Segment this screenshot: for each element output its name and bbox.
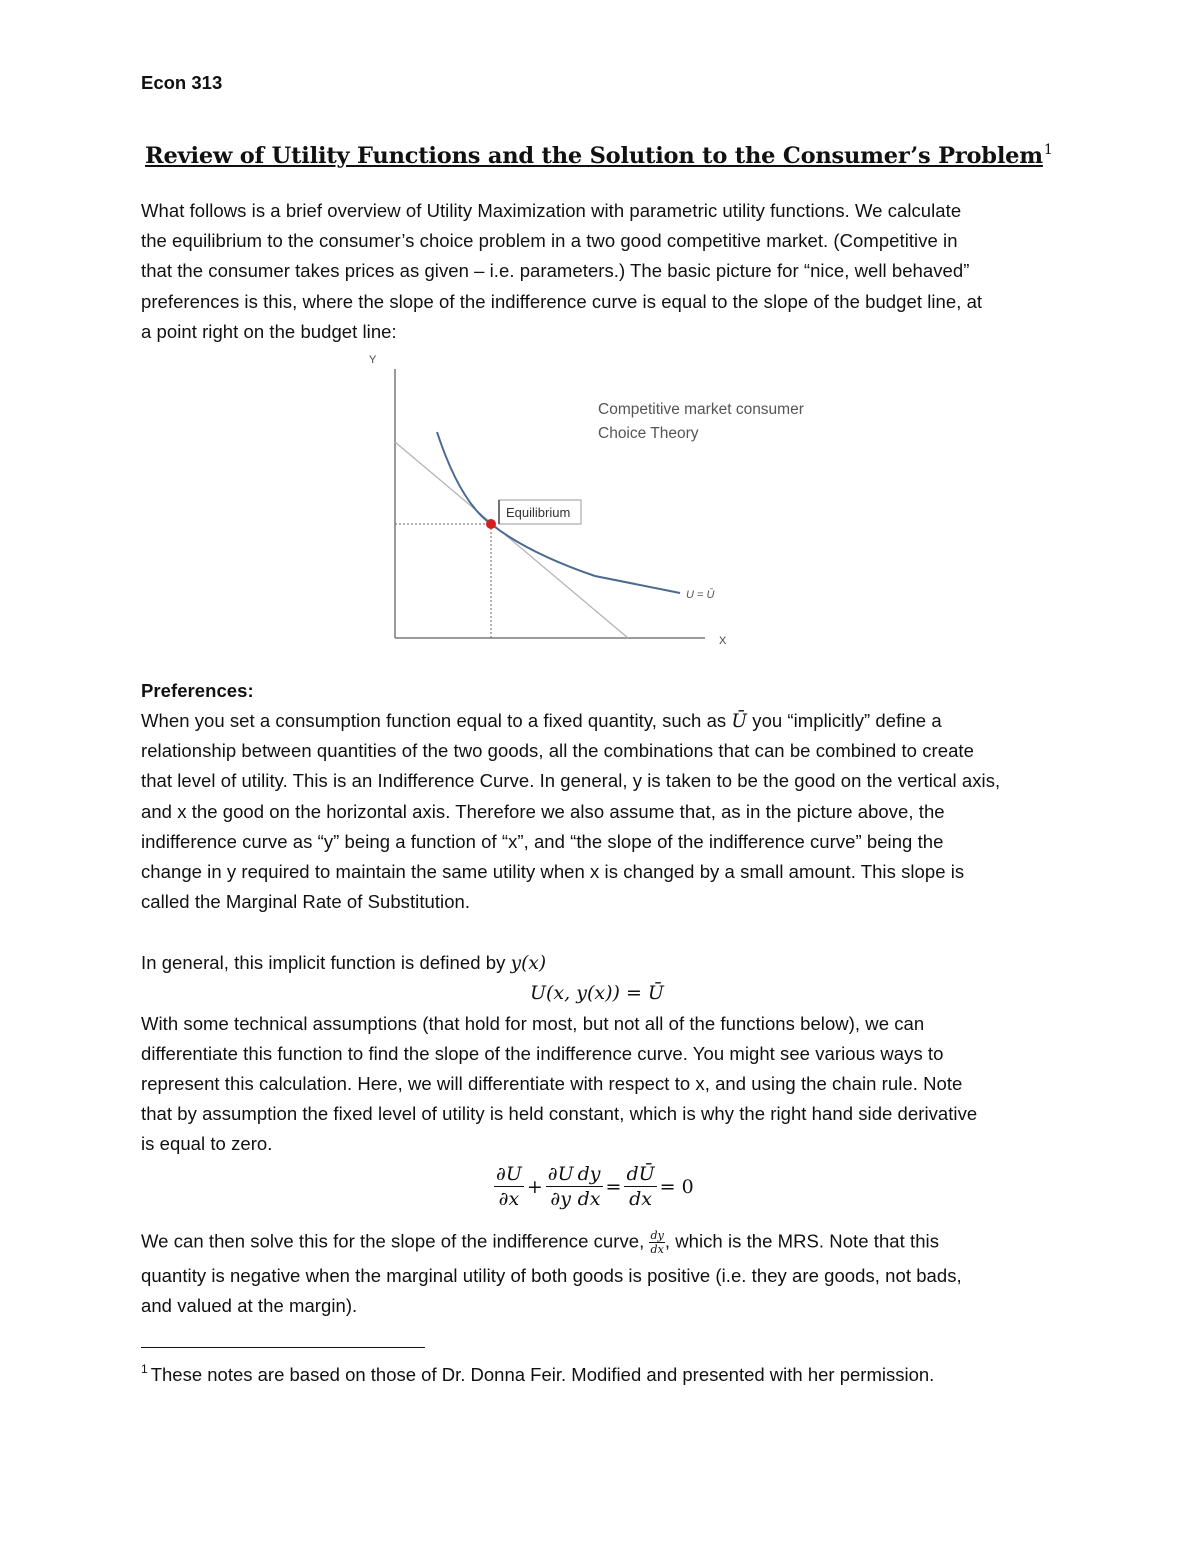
du-dx-denominator: ∂x (498, 1188, 520, 1210)
consumer-choice-figure (360, 350, 804, 655)
conclusion-line-1-pre: We can then solve this for the slope of the indifference curve, (141, 1230, 650, 1252)
intro-line-2: the equilibrium to the consumer’s choice problem in a two good competitive market. (Competitive in (141, 230, 958, 251)
page-title (145, 142, 1053, 169)
footnote-mark: 1 (141, 1362, 148, 1376)
preferences-heading: Preferences: (141, 680, 254, 701)
preferences-line-1-pre: When you set a consumption function equal to a fixed quantity, such as (141, 710, 732, 731)
page-title-text: Review of Utility Functions and the Solution to the Consumer’s Problem (145, 143, 1043, 169)
dubar-dx-fraction (624, 1162, 656, 1211)
implicit-line-2: With some technical assumptions (that hold for most, but not all of the functions below), we can (141, 1013, 925, 1034)
du-dy-denominator: ∂y (550, 1188, 571, 1210)
conclusion-line-3: and valued at the margin). (141, 1295, 358, 1316)
dubar-dx-denominator: dx (629, 1188, 652, 1210)
preferences-line-1-post: you “implicitly” define a (747, 710, 942, 731)
derivative-equation (494, 1162, 697, 1211)
implicit-line-4: represent this calculation. Here, we will differentiate with respect to x, and using the chain rule. Note (141, 1073, 963, 1094)
dy-dx-numerator: dy (577, 1163, 601, 1185)
course-label: Econ 313 (141, 72, 223, 93)
implicit-equation: U(x, y(x)) = Ū (530, 982, 664, 1004)
dy-dx-fraction (576, 1162, 603, 1211)
du-dx-fraction (494, 1162, 524, 1211)
dubar-dx-numerator: dŪ (626, 1163, 655, 1185)
equilibrium-label: Equilibrium (506, 505, 571, 520)
intro-line-4: preferences is this, where the slope of the indifference curve is equal to the slope of the budget line, at (141, 291, 983, 312)
preferences-line-5: indifference curve as “y” being a function of “x”, and “the slope of the indifference curve” being the (141, 831, 944, 852)
equals-zero: = 0 (659, 1175, 694, 1198)
conclusion-line-1-post: , which is the MRS. Note that this (664, 1230, 940, 1252)
y-axis-label: Y (369, 354, 377, 366)
preferences-line-6: change in y required to maintain the same utility when x is changed by a small amount. This slope is (141, 861, 965, 882)
curve-label: U = Ū (686, 589, 715, 601)
du-dy-numerator: ∂U (547, 1163, 574, 1185)
footnote-rule (141, 1347, 425, 1348)
plus-sign: + (526, 1175, 543, 1198)
title-footnote-mark: 1 (1043, 142, 1053, 158)
footnote-text: These notes are based on those of Dr. Donna Feir. Modified and presented with her permission. (150, 1364, 935, 1385)
implicit-line-5: that by assumption the fixed level of utility is held constant, which is why the right hand side derivative (141, 1103, 978, 1124)
preferences-line-4: and x the good on the horizontal axis. Therefore we also assume that, as in the picture above, the (141, 801, 945, 822)
du-dx-numerator: ∂U (496, 1163, 522, 1185)
dy-dx-denominator: dx (577, 1188, 601, 1210)
mrs-fraction (649, 1229, 664, 1256)
budget-line (395, 442, 628, 638)
preferences-line-7: called the Marginal Rate of Substitution. (141, 891, 471, 912)
mrs-denominator: dx (650, 1243, 664, 1256)
equilibrium-point (486, 519, 496, 529)
x-axis-label: X (719, 635, 727, 647)
preferences-line-3: that level of utility. This is an Indifference Curve. In general, y is taken to be the good on the vertical axis, (141, 770, 1001, 791)
figure-caption-line-2: Choice Theory (598, 425, 699, 442)
mrs-numerator: dy (650, 1229, 664, 1242)
footnote (141, 1362, 934, 1386)
implicit-line-3: differentiate this function to find the slope of the indifference curve. You might see various ways to (141, 1043, 944, 1064)
y-of-x-symbol: y(x) (510, 953, 547, 974)
intro-line-1: What follows is a brief overview of Utility Maximization with parametric utility functions. We calculate (141, 200, 962, 221)
implicit-line-6: is equal to zero. (141, 1133, 273, 1154)
preferences-line-1 (141, 710, 942, 732)
implicit-line-1 (141, 952, 546, 974)
intro-line-5: a point right on the budget line: (141, 321, 397, 342)
conclusion-line-1 (141, 1229, 939, 1256)
implicit-line-1-pre: In general, this implicit function is defined by (141, 952, 511, 973)
du-dy-fraction (546, 1162, 576, 1211)
equals-sign: = (605, 1175, 622, 1198)
u-bar-symbol: Ū (731, 711, 748, 732)
preferences-line-2: relationship between quantities of the two goods, all the combinations that can be combined to create (141, 740, 974, 761)
figure-caption-line-1: Competitive market consumer (598, 401, 804, 418)
intro-line-3: that the consumer takes prices as given – i.e. parameters.) The basic picture for “nice, well behaved” (141, 260, 970, 281)
conclusion-line-2: quantity is negative when the marginal utility of both goods is positive (i.e. they are goods, not bads, (141, 1265, 962, 1286)
